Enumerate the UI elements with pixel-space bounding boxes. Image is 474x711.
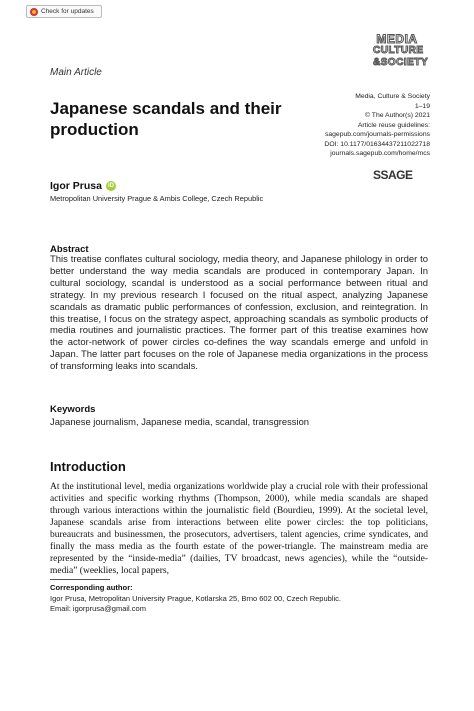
sage-logo: SSAGE bbox=[373, 168, 413, 182]
article-type-label: Main Article bbox=[50, 67, 102, 78]
journal-logo bbox=[373, 32, 429, 77]
page-range: 1–19 bbox=[414, 102, 430, 110]
journal-logo-line-1: MEDIA bbox=[376, 32, 418, 46]
copyright: © The Author(s) 2021 bbox=[365, 112, 430, 119]
permissions-link[interactable]: sagepub.com/journals-permissions bbox=[324, 131, 430, 138]
check-for-updates-button[interactable] bbox=[26, 5, 102, 18]
author-line bbox=[50, 180, 116, 192]
check-for-updates-label: Check for updates bbox=[41, 8, 94, 15]
journal-logo-line-2: CULTURE bbox=[373, 45, 424, 56]
article-title: Japanese scandals and their production bbox=[50, 99, 282, 139]
introduction-text: At the institutional level, media organizations worldwide play a crucial role with their professional activities and specific working rhythms (Thompson, 2000), while media scandals are shaped through various interactions within the journalistic field (Bourdieu, 1999). At the societal level, Japanese scandals arise from interactions between elite power circles: the top politicians, bureaucrats and businessmen, the prosecutors, advertisers, talent agencies, crime syndicates, and finally the mass media as the fourth estate of the power-triangle. The mainstream media are represented by the “inside-media” (dailies, TV broadcast, news agencies), while the “outside-media” (weeklies, local papers, bbox=[50, 482, 428, 576]
journal-name: Media, Culture & Society bbox=[355, 93, 430, 100]
orcid-icon[interactable]: iD bbox=[107, 183, 114, 189]
introduction-heading: Introduction bbox=[50, 459, 126, 474]
journal-logo-line-3: &SOCIETY bbox=[373, 57, 429, 68]
doi[interactable]: DOI: 10.1177/01634437211022718 bbox=[324, 140, 430, 148]
footnote-divider bbox=[50, 579, 110, 580]
journal-home-link[interactable]: journals.sagepub.com/home/mcs bbox=[330, 150, 430, 157]
journal-meta bbox=[290, 92, 430, 159]
abstract-heading: Abstract bbox=[50, 244, 89, 255]
keywords-text: Japanese journalism, Japanese media, scandal, transgression bbox=[50, 416, 310, 427]
corresponding-author-email[interactable]: Email: igorprusa@gmail.com bbox=[50, 604, 146, 613]
keywords-heading: Keywords bbox=[50, 404, 96, 415]
author-name: Igor Prusa bbox=[50, 180, 102, 192]
crossmark-icon bbox=[30, 8, 38, 16]
corresponding-author-address: Igor Prusa, Metropolitan University Prague, Kotlarska 25, Brno 602 00, Czech Republic. bbox=[50, 594, 341, 603]
abstract-text: This treatise conflates cultural sociology, media theory, and Japanese philology in order to better understand the way media scandals are produced in contemporary Japan. In cultural sociology, scandal is understood as a social performance between ritual and strategy. In my previous research I focused on the ritual aspect, analyzing Japanese scandals as dramatic public performances of confession, exclusion, and reintegration. In this treatise, I focus on the strategy aspect, approaching scandals as symbolic products of media routines and journalistic practices. The former part of this treatise examines how the actor-network of power circles co-defines the way scandals emerge and unfold in Japan. The latter part focuses on the role of Japanese media organizations in the process of transforming leaks into scandals. bbox=[50, 254, 428, 373]
reuse-guidelines: Article reuse guidelines: bbox=[357, 121, 430, 129]
author-affiliation: Metropolitan University Prague & Ambis College, Czech Republic bbox=[50, 194, 264, 203]
corresponding-author-heading: Corresponding author: bbox=[50, 583, 133, 592]
